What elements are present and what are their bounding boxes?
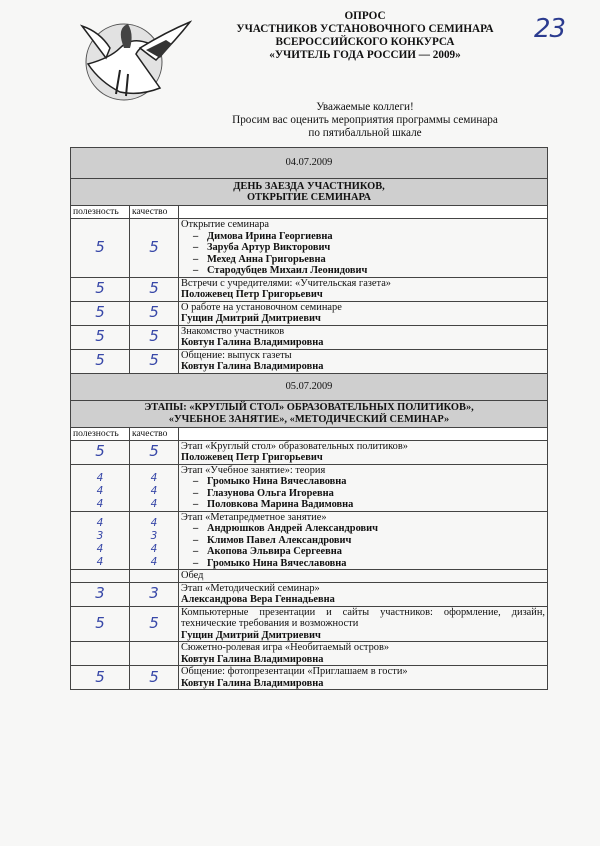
table-row — [71, 277, 548, 301]
greeting-line-2: Просим вас оценить мероприятия программы семинара — [232, 114, 498, 126]
table-row — [71, 301, 548, 325]
quality-score[interactable]: 3 — [150, 530, 158, 542]
usefulness-score[interactable]: 4 — [96, 543, 104, 555]
event-title: Встречи с учредителями: «Учительская газета» — [181, 277, 391, 289]
pelican-logo-icon — [80, 18, 192, 102]
greeting-line-3: по пятибалльной шкале — [308, 127, 422, 139]
speaker-name: Гущин Дмитрий Дмитриевич — [181, 313, 321, 324]
event-title: Сюжетно-ролевая игра «Необитаемый остров» — [181, 642, 390, 653]
quality-score[interactable]: 5 — [149, 667, 159, 686]
quality-score[interactable]: 5 — [149, 351, 159, 370]
quality-score[interactable]: 5 — [149, 238, 159, 256]
table-row — [71, 666, 548, 690]
quality-score[interactable]: 4 — [150, 517, 158, 529]
table-row — [71, 464, 548, 511]
speaker-name: – Глазунова Ольга Игоревна — [181, 488, 545, 500]
survey-header — [190, 10, 540, 62]
table-row — [71, 642, 548, 666]
usefulness-score[interactable]: 5 — [95, 614, 105, 632]
table-row — [71, 349, 548, 373]
day2-title — [71, 400, 548, 427]
quality-score[interactable]: 5 — [149, 279, 159, 298]
table-row — [71, 219, 548, 278]
speaker-name: Положевец Петр Григорьевич — [181, 452, 323, 463]
speaker-name: – Акопова Эльвира Сергеевна — [181, 546, 545, 558]
speaker-name: Ковтун Галина Владимировна — [181, 337, 324, 348]
speaker-name: – Климов Павел Александрович — [181, 535, 545, 547]
usefulness-score[interactable]: 5 — [95, 238, 105, 256]
usefulness-score[interactable]: 5 — [95, 279, 105, 298]
quality-score[interactable]: 4 — [150, 484, 158, 497]
quality-score[interactable]: 4 — [150, 471, 158, 484]
speaker-name: – Мехед Анна Григорьевна — [181, 254, 545, 266]
speaker-name: Гущин Дмитрий Дмитриевич — [181, 629, 321, 641]
usefulness-score[interactable]: 3 — [96, 530, 104, 542]
header-line-4: «УЧИТЕЛЬ ГОДА РОССИИ — 2009» — [269, 49, 461, 61]
event-title: Этап «Методический семинар» — [181, 582, 320, 594]
usefulness-score[interactable]: 5 — [95, 351, 105, 370]
event-title: Этап «Круглый стол» образовательных политиков» — [181, 440, 408, 452]
event-title: Компьютерные презентации и сайты участников: оформление, дизайн, технические требования и возможности — [181, 606, 545, 629]
quality-score[interactable]: 3 — [149, 584, 159, 603]
speaker-name: Ковтун Галина Владимировна — [181, 653, 324, 665]
table-row — [71, 325, 548, 349]
col-event-header — [179, 206, 548, 219]
handwritten-page-number: 23 — [534, 14, 566, 44]
quality-score[interactable]: 5 — [149, 442, 159, 461]
table-row — [71, 511, 548, 570]
table-row — [71, 570, 548, 583]
event-title: Общение: фотопрезентации «Приглашаем в гости» — [181, 666, 408, 677]
usefulness-score[interactable]: 4 — [96, 556, 104, 568]
day1-date: 04.07.2009 — [71, 148, 548, 179]
event-title: О работе на установочном семинаре — [181, 301, 342, 313]
header-line-2: УЧАСТНИКОВ УСТАНОВОЧНОГО СЕМИНАРА — [236, 23, 494, 35]
usefulness-score[interactable]: 5 — [95, 303, 105, 322]
table-row — [71, 606, 548, 642]
speaker-name: – Половкова Марина Вадимовна — [181, 499, 545, 511]
event-title: Обед — [181, 570, 204, 581]
usefulness-score[interactable]: 4 — [96, 484, 104, 497]
speaker-name: – Громыко Нина Вячеславовна — [181, 476, 545, 488]
speaker-name: Ковтун Галина Владимировна — [181, 677, 324, 689]
event-title: Общение: выпуск газеты — [181, 349, 292, 361]
greeting-line-1: Уважаемые коллеги! — [316, 101, 414, 113]
table-row — [71, 582, 548, 606]
col-quality-header: качество — [130, 206, 179, 219]
usefulness-score[interactable]: 4 — [96, 517, 104, 529]
header-line-3: ВСЕРОССИЙСКОГО КОНКУРСА — [275, 36, 455, 48]
quality-score[interactable]: 4 — [150, 543, 158, 555]
event-title: Открытие семинара — [181, 219, 270, 230]
usefulness-score[interactable]: 5 — [95, 327, 105, 346]
col-usefulness-header: полезность — [71, 206, 130, 219]
event-title: Знакомство участников — [181, 325, 285, 337]
speaker-name: Ковтун Галина Владимировна — [181, 361, 324, 372]
speaker-name: – Андрюшков Андрей Александрович — [181, 523, 545, 535]
speaker-name: Александрова Вера Геннадьевна — [181, 594, 335, 605]
speaker-name: – Димова Ирина Георгиевна — [181, 231, 545, 243]
greeting — [190, 101, 540, 140]
day1-title — [71, 179, 548, 206]
speaker-name: Положевец Петр Григорьевич — [181, 289, 323, 300]
quality-score[interactable]: 5 — [149, 303, 159, 322]
event-title: Этап «Метапредметное занятие» — [181, 511, 327, 523]
quality-score[interactable]: 4 — [150, 556, 158, 568]
speaker-name: – Заруба Артур Викторович — [181, 242, 545, 254]
quality-score[interactable]: 5 — [149, 327, 159, 346]
survey-table — [70, 147, 548, 690]
day1-title-line1: ДЕНЬ ЗАЕЗДА УЧАСТНИКОВ, — [233, 180, 385, 192]
day2-title-line2: «УЧЕБНОЕ ЗАНЯТИЕ», «МЕТОДИЧЕСКИЙ СЕМИНАР» — [168, 413, 450, 425]
day1-title-line2: ОТКРЫТИЕ СЕМИНАРА — [246, 192, 372, 203]
table-row — [71, 440, 548, 464]
event-title: Этап «Учебное занятие»: теория — [181, 464, 326, 476]
col-usefulness-header: полезность — [71, 427, 130, 440]
header-line-1: ОПРОС — [344, 10, 386, 22]
usefulness-score[interactable]: 4 — [96, 471, 104, 484]
speaker-name: – Громыко Нина Вячеславовна — [181, 558, 545, 570]
col-event-header — [179, 427, 548, 440]
day2-title-line1: ЭТАПЫ: «КРУГЛЫЙ СТОЛ» ОБРАЗОВАТЕЛЬНЫХ ПОЛИТИКОВ», — [144, 402, 474, 413]
quality-score[interactable]: 5 — [149, 614, 159, 632]
usefulness-score[interactable]: 3 — [95, 584, 105, 603]
speaker-name: – Стародубцев Михаил Леонидович — [181, 265, 545, 277]
usefulness-score[interactable]: 5 — [95, 442, 105, 461]
usefulness-score[interactable]: 5 — [95, 667, 105, 686]
quality-score[interactable]: 4 — [150, 497, 158, 510]
day2-date: 05.07.2009 — [71, 373, 548, 400]
usefulness-score[interactable]: 4 — [96, 497, 104, 510]
col-quality-header: качество — [130, 427, 179, 440]
